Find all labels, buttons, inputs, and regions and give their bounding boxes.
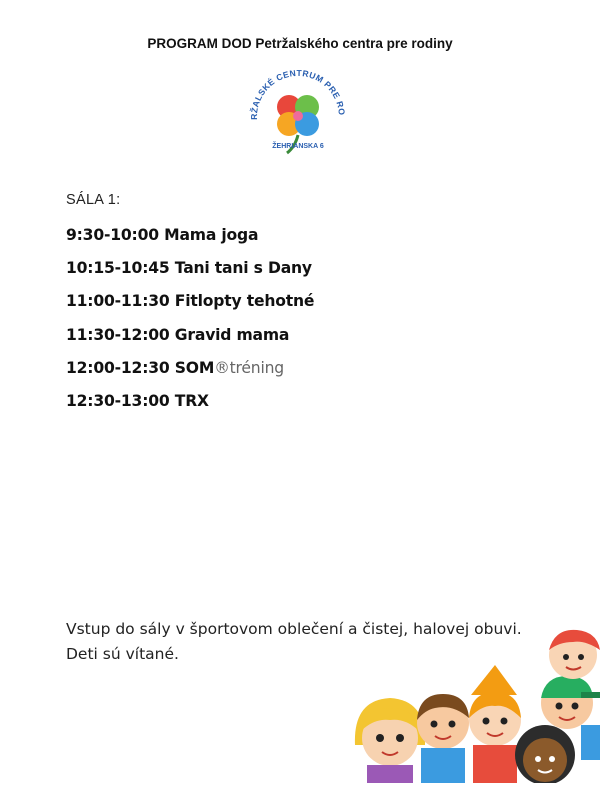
schedule-activity-suffix: ®tréning: [214, 358, 284, 377]
kid-red-hair: [549, 630, 600, 679]
entry-notice: Vstup do sály v športovom oblečení a čistej, halovej obuvi. Deti sú vítané.: [66, 620, 522, 663]
schedule-item: [66, 258, 314, 291]
schedule-list: [66, 225, 314, 424]
schedule-time: 10:15-10:45: [66, 259, 170, 278]
kids-cartoon-icon: [345, 620, 600, 783]
schedule-item: [66, 391, 314, 424]
schedule-time: 11:30-12:00: [66, 325, 170, 344]
page-title: PROGRAM DOD Petržalského centra pre rodiny: [147, 36, 453, 51]
center-logo: [237, 55, 359, 177]
schedule-time: 12:30-13:00: [66, 391, 170, 410]
schedule-item: [66, 225, 314, 258]
logo-address: ŽEHRIANSKA 6: [272, 143, 324, 150]
schedule-time: 9:30-10:00: [66, 226, 159, 244]
clover-logo-icon: [237, 55, 359, 177]
schedule-time: 12:00-12:30: [66, 358, 170, 377]
petal-center: [293, 111, 303, 121]
schedule-activity: TRX: [174, 391, 209, 410]
children-illustration: [345, 620, 600, 783]
kid-brown-hair: [417, 694, 469, 783]
schedule-activity: Mama joga: [164, 226, 259, 244]
kid-dark-hair: [515, 725, 575, 783]
kid-yellow-hair: [355, 698, 425, 783]
schedule-activity: SOM: [174, 358, 215, 377]
schedule-item: [66, 325, 314, 358]
schedule-activity: Gravid mama: [174, 325, 290, 344]
schedule-item: [66, 291, 314, 324]
kid-orange-hair: [469, 665, 521, 783]
schedule-activity: Fitlopty tehotné: [174, 292, 315, 311]
schedule-activity: Tani tani s Dany: [174, 259, 312, 278]
hall-label: SÁLA 1:: [66, 192, 121, 208]
logo-arc-textpath: RŽALSKÉ CENTRUM PRE RO: [248, 67, 348, 120]
schedule-time: 11:00-11:30: [66, 292, 170, 311]
schedule-item: [66, 358, 314, 391]
